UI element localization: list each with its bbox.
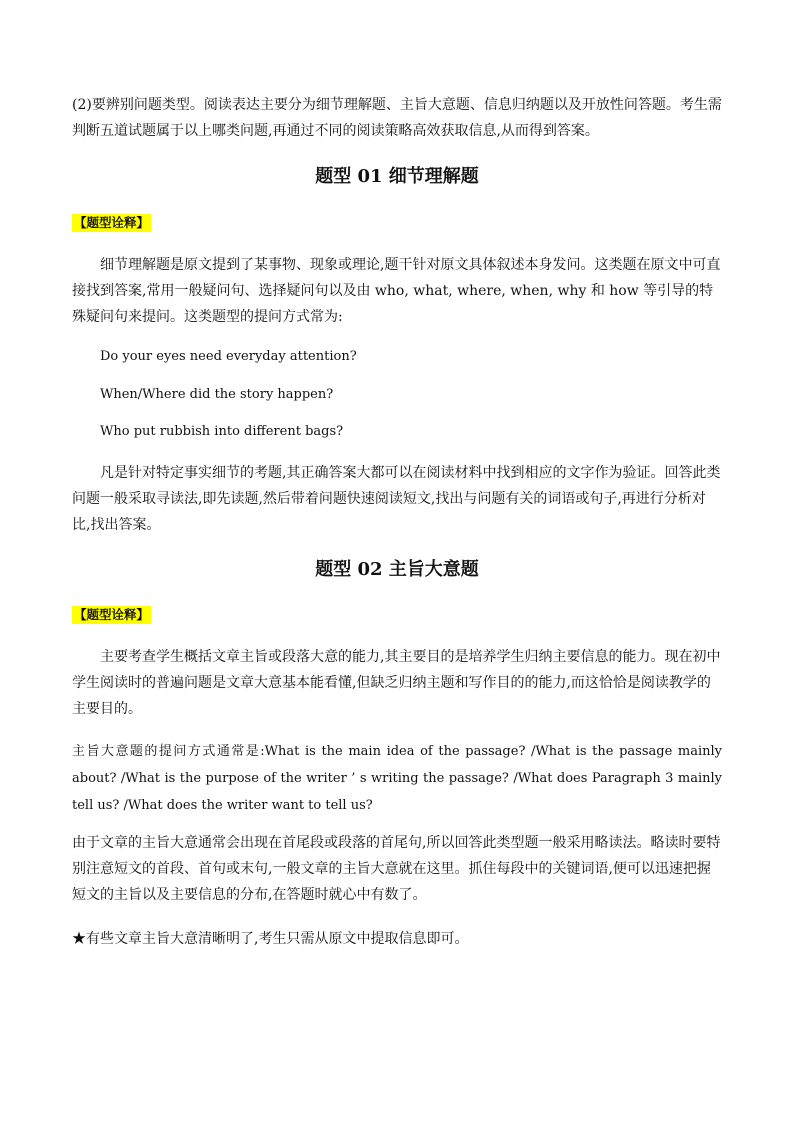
section2-tag: 【题型诠释】 <box>74 607 150 622</box>
section2-para2: 主旨大意题的提问方式通常是:What is the main idea of the passage? /What is the passage mainly about? /What is the purpose of the writer ’ s writing the passage? /What does Paragraph 3 mainly tell us? /What does the writer want to tell us? <box>72 744 722 813</box>
section2-note: ★有些文章主旨大意清晰明了,考生只需从原文中提取信息即可。 <box>72 931 469 947</box>
section1-para1: 细节理解题是原文提到了某事物、现象或理论,题干针对原文具体叙述本身发问。这类题在原文中可直接找到答案,常用一般疑问句、选择疑问句以及由 who, what, where, when, why 和 how 等引导的特殊疑问句来提问。这类题型的提问方式常为: <box>72 257 721 325</box>
question-2: When/Where did the story happen? <box>100 387 334 402</box>
section1-para2: 凡是针对特定事实细节的考题,其正确答案大都可以在阅读材料中找到相应的文字作为验证。回答此类问题一般采取寻读法,即先读题,然后带着问题快速阅读短文,找出与问题有关的词语或句子,再进行分析对比,找出答案。 <box>72 465 721 533</box>
section2-heading: 题型 02 主旨大意题 <box>315 559 479 580</box>
question-1: Do your eyes need everyday attention? <box>100 349 357 364</box>
question-3: Who put rubbish into different bags? <box>100 424 344 439</box>
intro-paragraph: (2)要辨别问题类型。阅读表达主要分为细节理解题、主旨大意题、信息归纳题以及开放性问答题。考生需判断五道试题属于以上哪类问题,再通过不同的阅读策略高效获取信息,从而得到答案。 <box>72 97 722 139</box>
section1-heading: 题型 01 细节理解题 <box>315 166 479 187</box>
section1-tag: 【题型诠释】 <box>74 215 150 230</box>
section2-para1: 主要考查学生概括文章主旨或段落大意的能力,其主要目的是培养学生归纳主要信息的能力。现在初中学生阅读时的普遍问题是文章大意基本能看懂,但缺乏归纳主题和写作目的的能力,而这恰恰是阅读教学的主要目的。 <box>72 649 721 717</box>
section2-para3: 由于文章的主旨大意通常会出现在首尾段或段落的首尾句,所以回答此类型题一般采用略读法。略读时要特别注意短文的首段、首句或末句,一般文章的主旨大意就在这里。抓住每段中的关键词语,便可以迅速把握短文的主旨以及主要信息的分布,在答题时就心中有数了。 <box>72 835 721 903</box>
